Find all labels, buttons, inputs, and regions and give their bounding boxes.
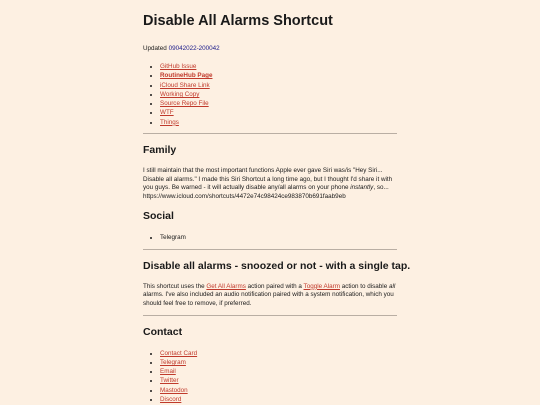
social-list [143,233,397,242]
updated-label: Updated [143,45,167,52]
list-item [160,81,397,90]
main-content [143,12,411,404]
divider [143,133,397,134]
family-emphasis: instantly [350,184,374,192]
feature-text: action to disable [339,282,389,290]
wtf-link[interactable]: WTF [160,109,174,117]
list-item [160,108,397,117]
list-item [160,376,397,385]
feature-text: This shortcut uses the [143,282,207,290]
list-item [160,90,397,99]
contact-twitter-link[interactable]: Twitter [160,377,179,385]
github-issue-link[interactable]: GitHub Issue [160,63,197,70]
feature-emphasis: all [388,282,396,290]
divider [143,315,397,316]
contact-heading: Contact [143,325,183,338]
feature-paragraph [143,283,397,309]
shortcut-url: https://www.icloud.com/shortcuts/4472e74c98424ce983870b691faab9eb [143,192,346,200]
links-list [143,62,397,127]
list-item [160,367,397,376]
list-item [160,71,397,80]
list-item [160,62,397,71]
list-item [160,349,397,358]
family-text-end: , so... [373,184,389,192]
updated-line [143,45,397,53]
contact-list [143,349,397,405]
list-item [160,358,397,367]
social-heading: Social [143,210,174,223]
toggle-alarm-link[interactable]: Toggle Alarm [303,282,340,290]
updated-value: 09042022-200042 [168,45,220,52]
family-paragraph [143,167,397,193]
divider [143,249,397,250]
list-item [160,386,397,395]
family-text: I still maintain that the most important functions Apple ever gave Siri was/is "Hey Siri... Disable all alarms." I made this Siri Shortcut a long time ago, but I thought I'd share it with you guys. Be warned - it will actually disable any/all alarms on your phone [143,167,393,192]
feature-text: action paired with a [245,282,304,290]
feature-heading: Disable all alarms - snoozed or not - with a single tap. [143,259,411,272]
feature-text: alarms. I've also included an audio notification paired with a system notification, which you should feel free to remove, if preferred. [143,291,394,307]
working-copy-link[interactable]: Working Copy [160,90,200,98]
family-heading: Family [143,144,177,157]
routinehub-page-link[interactable]: RoutineHub Page [160,72,213,80]
contact-discord-link[interactable]: Discord [160,396,182,404]
contact-email-link[interactable]: Email [160,368,176,376]
things-link[interactable]: Things [160,118,179,126]
social-item-telegram: • Telegram [160,233,397,242]
contact-telegram-link[interactable]: Telegram [160,358,186,366]
source-repo-file-link[interactable]: Source Repo File [160,100,209,108]
list-item [160,395,397,404]
page-title: Disable All Alarms Shortcut [143,13,333,29]
list-item [160,99,397,108]
contact-card-link[interactable]: Contact Card [160,349,198,357]
icloud-share-link[interactable]: iCloud Share Link [160,81,210,89]
list-item [160,118,397,127]
get-all-alarms-link[interactable]: Get All Alarms [206,282,246,290]
contact-mastodon-link[interactable]: Mastodon [160,386,188,394]
